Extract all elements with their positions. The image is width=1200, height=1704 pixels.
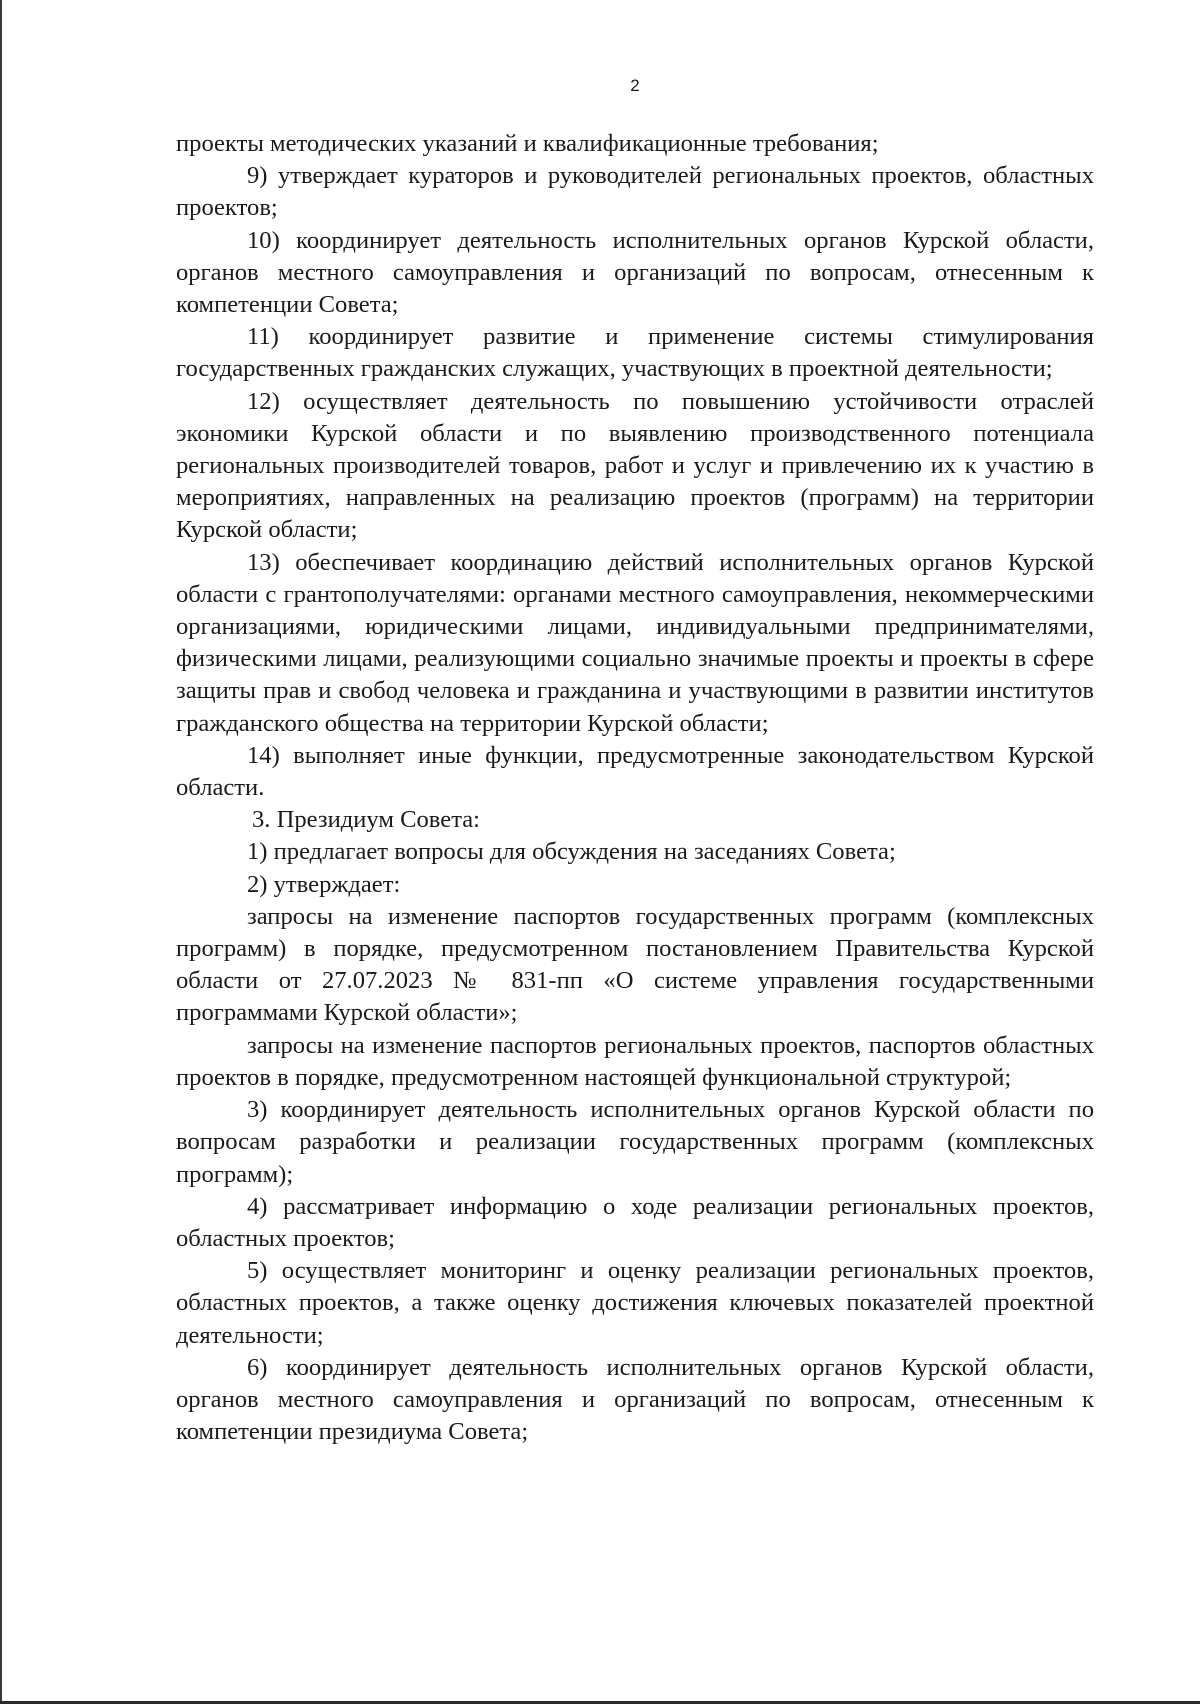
paragraph-requests-regional-projects: запросы на изменение паспортов региональных проектов, паспортов областных проектов в порядке, предусмотренном настоящей функциональной структурой;: [176, 1031, 1094, 1091]
paragraph-item-10: 10) координирует деятельность исполнительных органов Курской области, органов местного самоуправления и организаций по вопросам, отнесенным к компетенции Совета;: [176, 226, 1094, 319]
paragraph-item-12: 12) осуществляет деятельность по повышению устойчивости отраслей экономики Курской области и по выявлению производственного потенциала региональных производителей товаров, работ и услуг и привлечению их к участию в мероприятиях, направленных на реализацию проектов (программ) на территории Курской области;: [176, 387, 1094, 544]
paragraph-item-13: 13) обеспечивает координацию действий исполнительных органов Курской области с грантополучателями: органами местного самоуправления, некоммерческими организациями, юридическими лицами, индивидуальными предпринимателями, физическими лицами, реализующими социально значимые проекты и проекты в сфере защиты прав и свобод человека и гражданина и участвующими в развитии институтов гражданского общества на территории Курской области;: [176, 548, 1094, 737]
paragraph-presidium-5: 5) осуществляет мониторинг и оценку реализации региональных проектов, областных проектов, а также оценку достижения ключевых показателей проектной деятельности;: [176, 1257, 1094, 1349]
paragraph-requests-state-programs: запросы на изменение паспортов государственных программ (комплексных программ) в порядке, предусмотренном постановлением Правительства Курской области от 27.07.2023 № 831-пп «О системе управления государственными программами Курской области»;: [176, 902, 1094, 1027]
paragraph-presidium-4: 4) рассматривает информацию о ходе реализации региональных проектов, областных проектов;: [176, 1192, 1094, 1252]
paragraph-presidium-1: 1) предлагает вопросы для обсуждения на заседаниях Совета;: [247, 838, 896, 866]
paragraph-presidium-6: 6) координирует деятельность исполнительных органов Курской области, органов местного самоуправления и организаций по вопросам, отнесенным к компетенции президиума Совета;: [176, 1353, 1094, 1446]
paragraph-presidium-3: 3) координирует деятельность исполнительных органов Курской области по вопросам разработки и реализации государственных программ (комплексных программ);: [176, 1096, 1094, 1188]
paragraph-presidium-2: 2) утверждает:: [247, 870, 401, 898]
paragraph-item-9: 9) утверждает кураторов и руководителей региональных проектов, областных проектов;: [176, 162, 1094, 222]
paragraph-item-14: 14) выполняет иные функции, предусмотренные законодательством Курской области.: [176, 741, 1094, 802]
paragraph-item-11: 11) координирует развитие и применение системы стимулирования государственных гражданских служащих, участвующих в проектной деятельности;: [176, 323, 1094, 383]
paragraph-continuation: проекты методических указаний и квалификационные требования;: [176, 130, 879, 157]
section-heading-presidium: 3. Президиум Совета:: [252, 806, 480, 834]
page-number: 2: [630, 76, 640, 95]
scan-left-edge: [0, 0, 2, 1704]
document-body: [176, 128, 1094, 1448]
